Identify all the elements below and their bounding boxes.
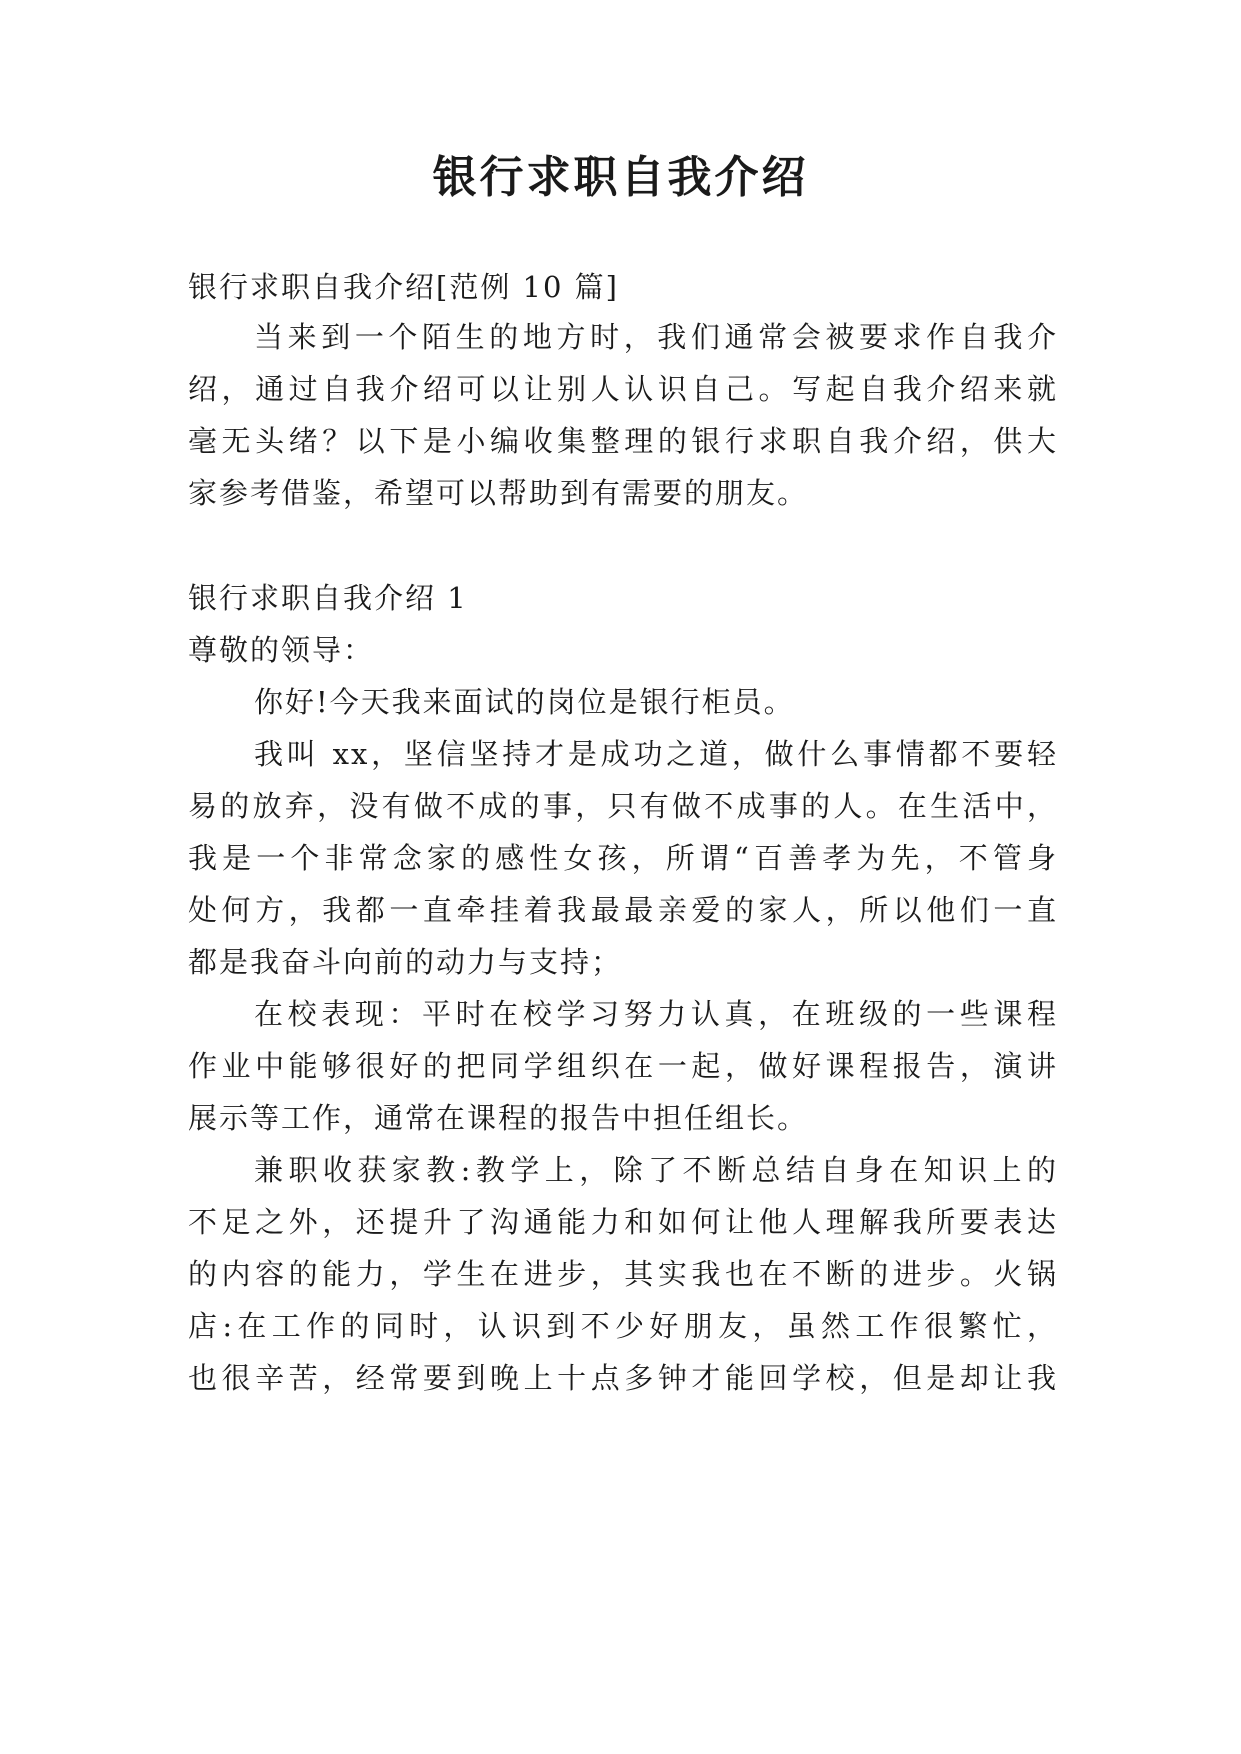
paragraph-line: 作业中能够很好的把同学组织在一起，做好课程报告，演讲 [188,1049,1058,1083]
paragraph-line: 当来到一个陌生的地方时，我们通常会被要求作自我介 [254,320,1058,354]
paragraph-line: 兼职收获家教:教学上，除了不断总结自身在知识上的 [254,1153,1058,1187]
paragraph-line: 易的放弃，没有做不成的事，只有做不成事的人。在生活中， [188,789,1058,823]
paragraph-line: 毫无头绪？以下是小编收集整理的银行求职自我介绍，供大 [188,424,1058,458]
paragraph-line: 绍，通过自我介绍可以让别人认识自己。写起自我介绍来就 [188,372,1058,406]
paragraph-line: 也很辛苦，经常要到晚上十点多钟才能回学校，但是却让我 [188,1361,1058,1395]
section-heading: 银行求职自我介绍 1 [188,581,468,615]
subtitle-line: 银行求职自我介绍[范例 10 篇] [188,270,619,304]
paragraph-line: 展示等工作，通常在课程的报告中担任组长。 [188,1101,809,1135]
paragraph-line: 在校表现：平时在校学习努力认真，在班级的一些课程 [254,997,1058,1031]
paragraph-line: 你好!今天我来面试的岗位是银行柜员。 [254,685,795,719]
paragraph-line: 我是一个非常念家的感性女孩，所谓“百善孝为先，不管身 [188,841,1058,875]
document-title: 银行求职自我介绍 [432,152,809,203]
paragraph-line: 我叫 xx，坚信坚持才是成功之道，做什么事情都不要轻 [254,737,1058,771]
salutation-line: 尊敬的领导： [188,633,375,667]
paragraph-line: 家参考借鉴，希望可以帮助到有需要的朋友。 [188,476,809,510]
paragraph-line: 处何方，我都一直牵挂着我最最亲爱的家人，所以他们一直 [188,893,1058,927]
paragraph-line: 不足之外，还提升了沟通能力和如何让他人理解我所要表达 [188,1205,1058,1239]
paragraph-line: 都是我奋斗向前的动力与支持； [188,945,623,979]
paragraph-line: 的内容的能力，学生在进步，其实我也在不断的进步。火锅 [188,1257,1058,1291]
paragraph-line: 店:在工作的同时，认识到不少好朋友，虽然工作很繁忙， [188,1309,1058,1343]
